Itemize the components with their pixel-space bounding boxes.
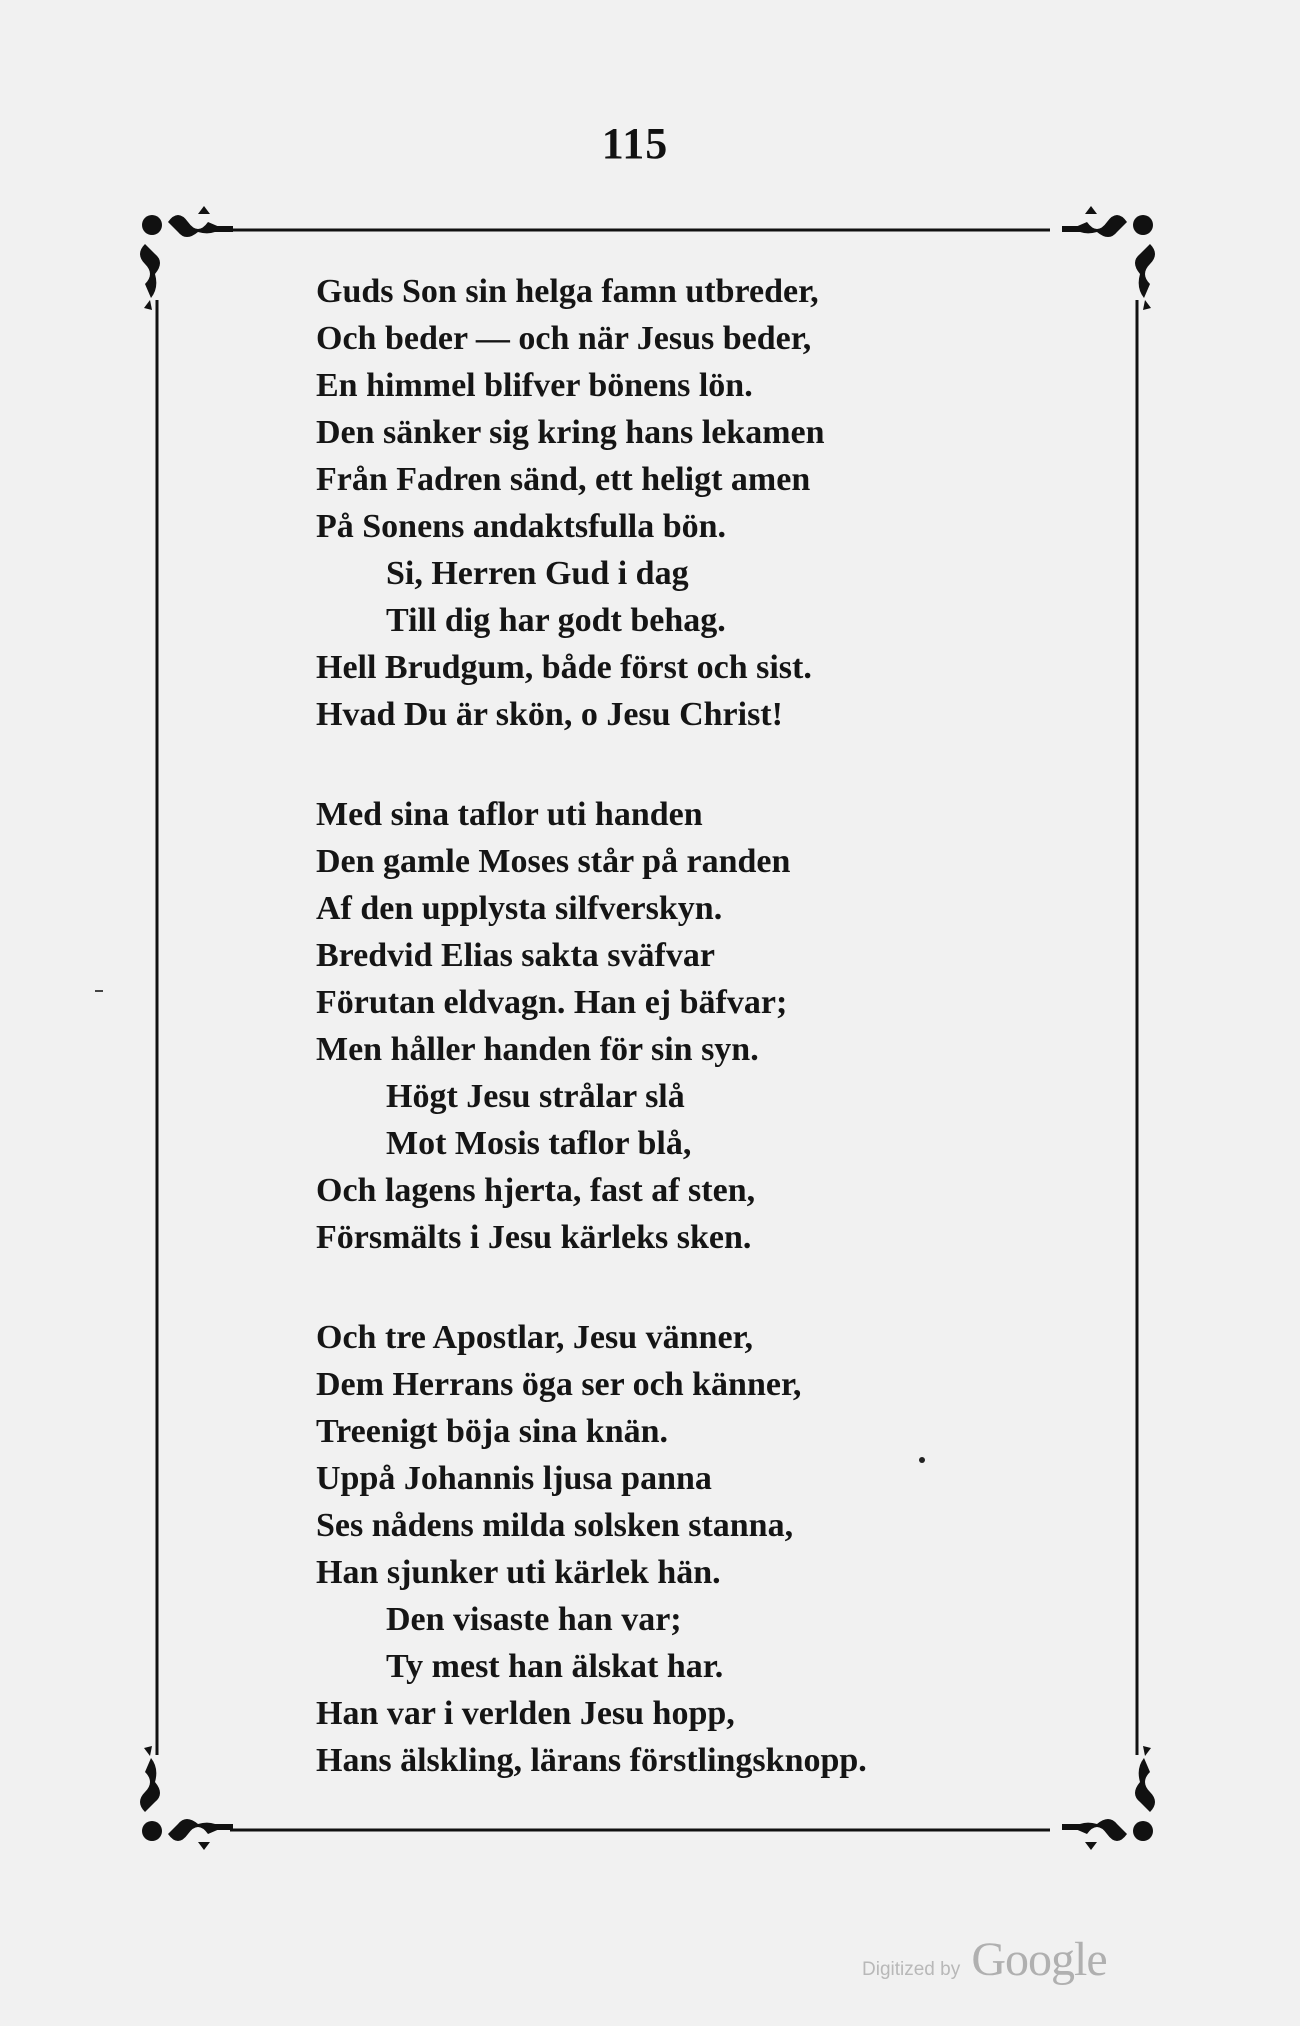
verse-line: Hvad Du är skön, o Jesu Christ! (316, 696, 783, 733)
verse-line: Den sänker sig kring hans lekamen (316, 414, 825, 451)
verse-line: Treenigt böja sina knän. (316, 1413, 669, 1450)
verse-line: Och lagens hjerta, fast af sten, (316, 1172, 756, 1209)
verse-line: Af den upplysta silfverskyn. (316, 890, 723, 927)
verse-line-indented: Si, Herren Gud i dag (386, 555, 689, 592)
verse-line: Förutan eldvagn. Han ej bäfvar; (316, 984, 788, 1021)
verse-line: Försmälts i Jesu kärleks sken. (316, 1219, 752, 1256)
page-number: 115 (601, 119, 669, 168)
verse-line: Men håller handen för sin syn. (316, 1031, 759, 1068)
verse-line-indented: Ty mest han älskat har. (386, 1648, 724, 1685)
verse-line: Bredvid Elias sakta sväfvar (316, 937, 715, 974)
verse-line: Från Fadren sänd, ett heligt amen (316, 461, 811, 498)
verse-line: Hans älskling, lärans förstlingsknopp. (316, 1742, 867, 1779)
digitized-by-watermark (862, 1932, 1132, 1992)
verse-line: Med sina taflor uti handen (316, 796, 703, 833)
verse-line: Han var i verlden Jesu hopp, (316, 1695, 735, 1732)
verse-line: Och tre Apostlar, Jesu vänner, (316, 1319, 754, 1356)
verse-line: En himmel blifver bönens lön. (316, 367, 753, 404)
google-logo: Google (971, 1933, 1107, 1986)
verse-line-indented: Den visaste han var; (386, 1601, 682, 1638)
stanza-2 (316, 791, 956, 1261)
scan-speck (95, 990, 103, 992)
verse-line: Guds Son sin helga famn utbreder, (316, 273, 819, 310)
stanza-1 (316, 268, 956, 738)
verse-line: Ses nådens milda solsken stanna, (316, 1507, 794, 1544)
verse-line: Uppå Johannis ljusa panna (316, 1460, 712, 1497)
verse-line: Hell Brudgum, både först och sist. (316, 649, 812, 686)
verse-line-indented: Mot Mosis taflor blå, (386, 1125, 692, 1162)
verse-line-indented: Högt Jesu strålar slå (386, 1078, 685, 1115)
corner-ornament-bottom-left (140, 1746, 233, 1850)
corner-ornament-top-right (1062, 206, 1155, 310)
corner-ornament-bottom-right (1062, 1746, 1155, 1850)
corner-ornament-top-left (140, 206, 233, 310)
watermark-prefix: Digitized by (862, 1959, 961, 1980)
verse-line: Dem Herrans öga ser och känner, (316, 1366, 802, 1403)
poem-text (316, 268, 956, 1784)
verse-line: Och beder — och när Jesus beder, (316, 320, 812, 357)
verse-line-indented: Till dig har godt behag. (386, 602, 726, 639)
verse-line: Den gamle Moses står på randen (316, 843, 791, 880)
verse-line: Han sjunker uti kärlek hän. (316, 1554, 721, 1591)
stanza-3 (316, 1314, 956, 1784)
verse-line: På Sonens andaktsfulla bön. (316, 508, 727, 545)
